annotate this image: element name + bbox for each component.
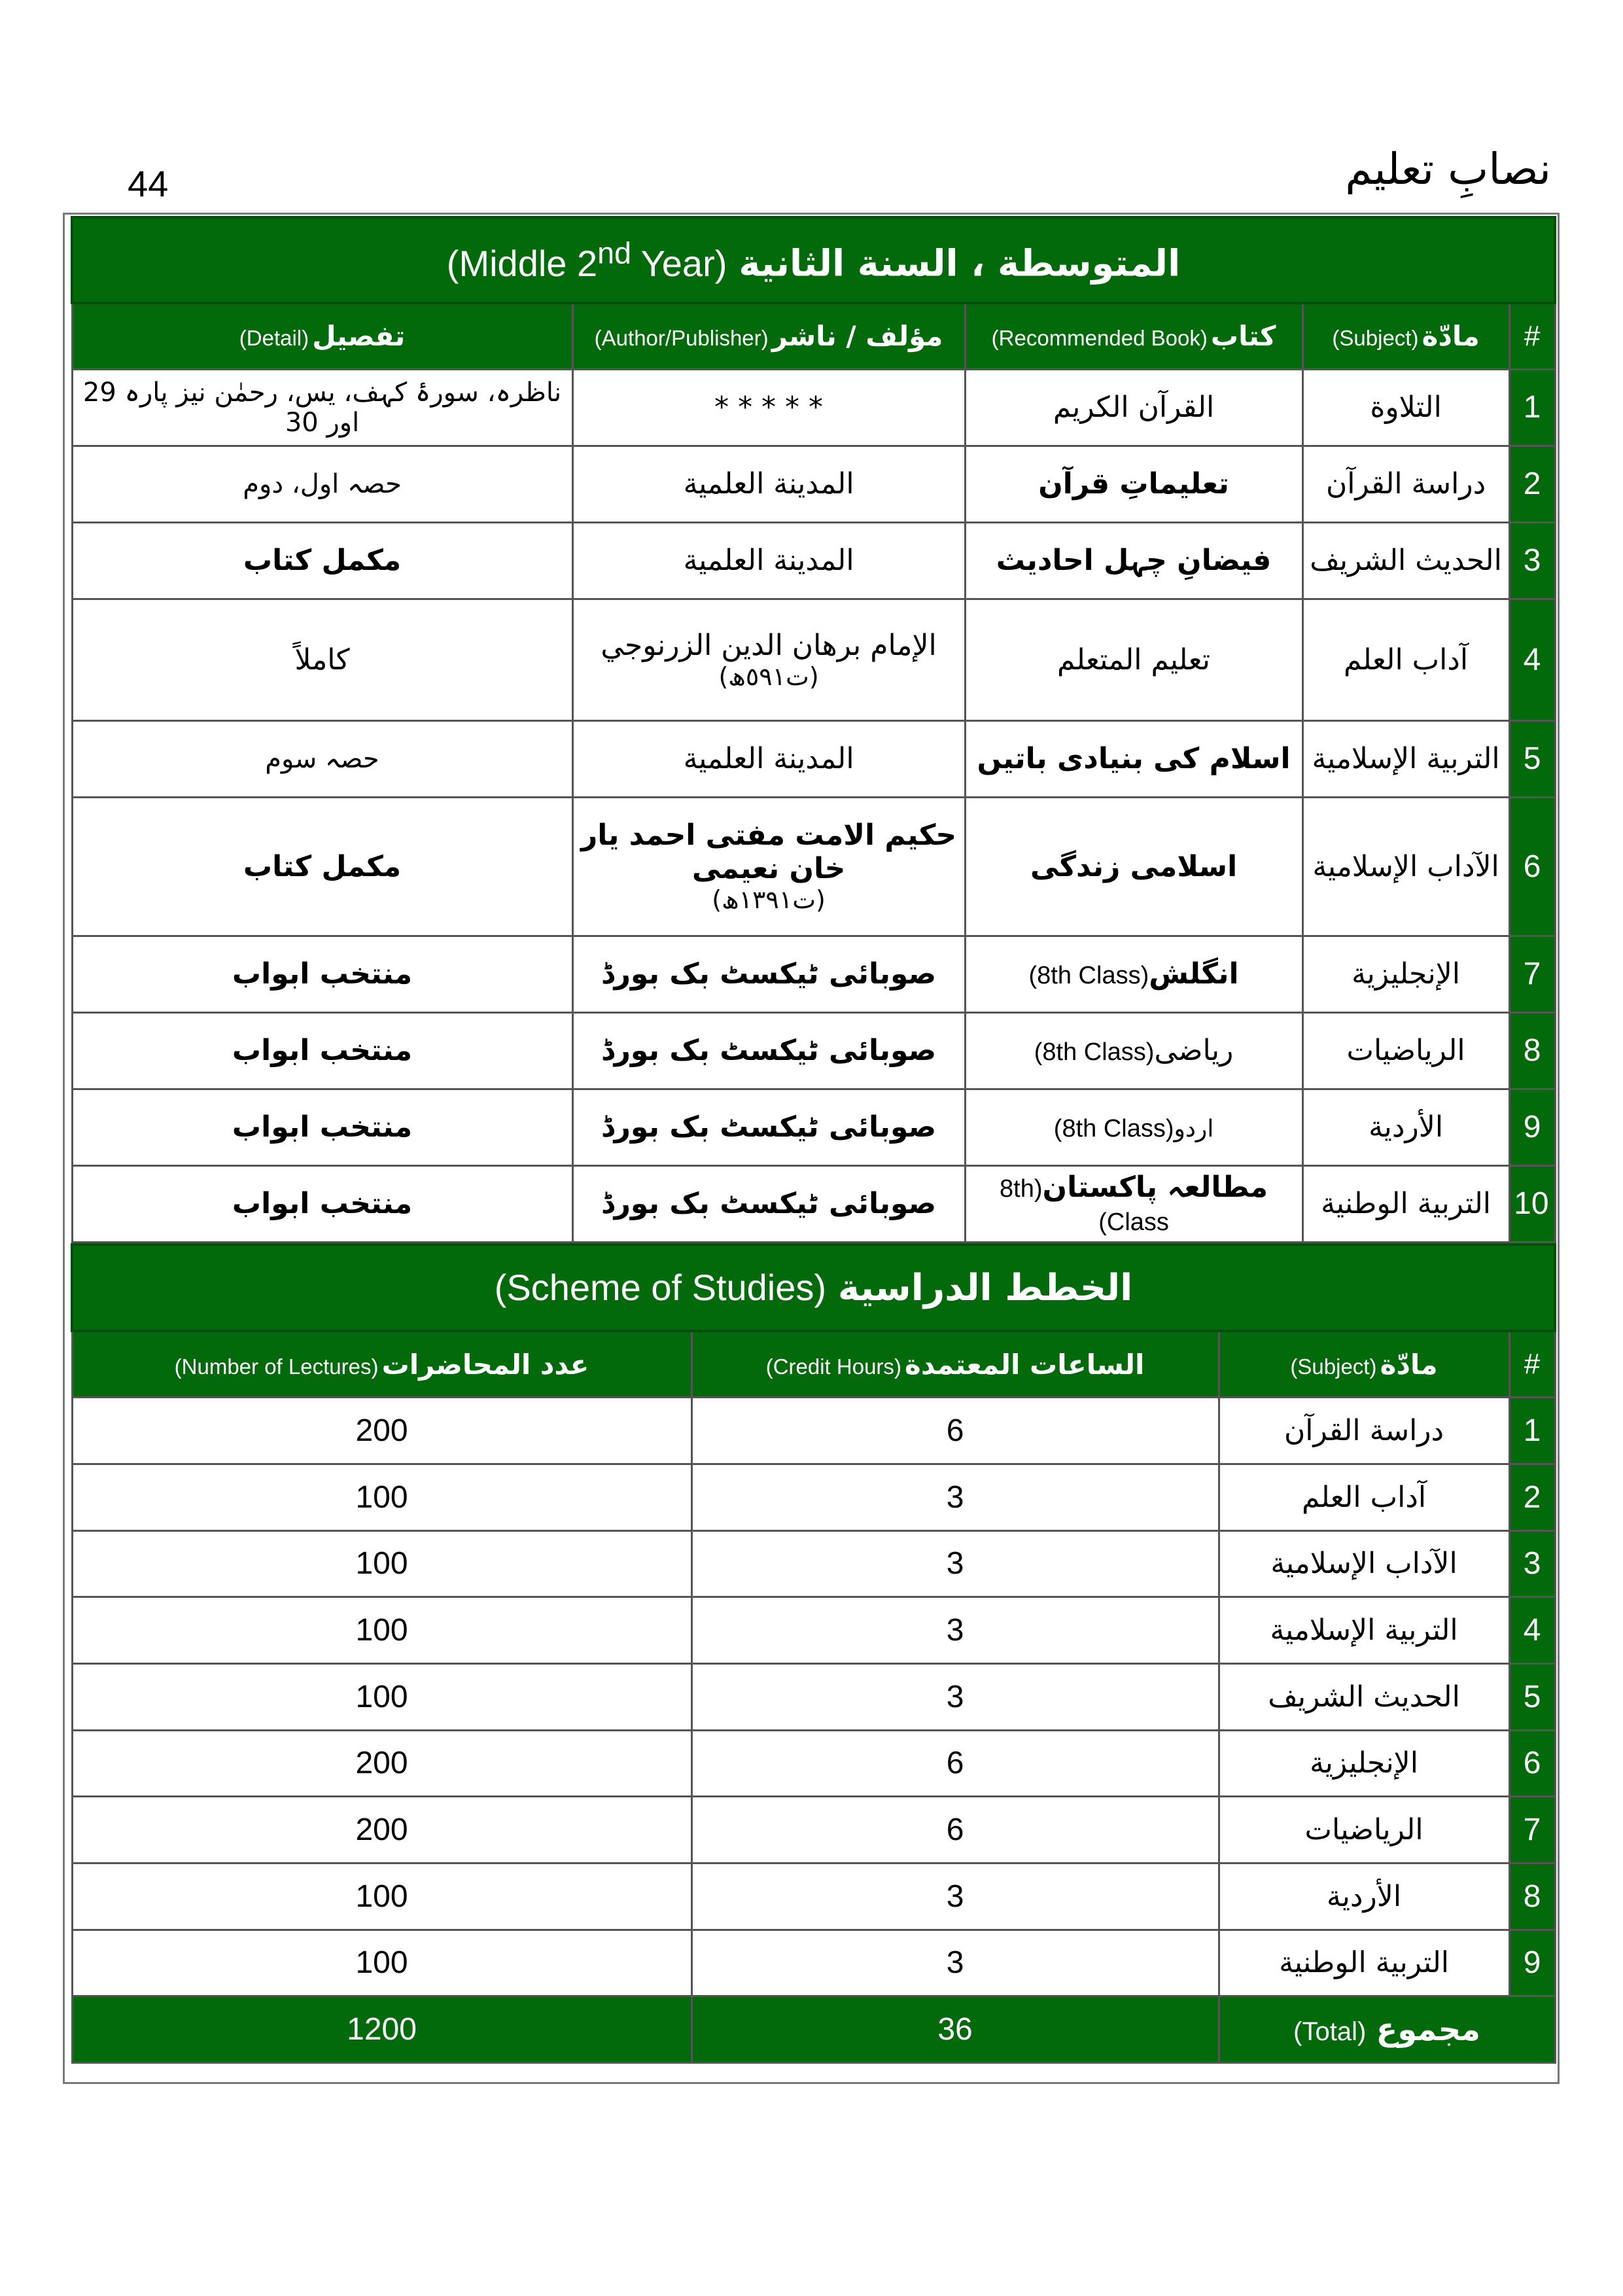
table-row (72, 1089, 1555, 1165)
book-cell: تعلیماتِ قرآن (965, 446, 1302, 522)
book-cell (965, 936, 1302, 1012)
book-name: انگلش (1149, 957, 1239, 991)
lectures-cell: 200 (72, 1797, 691, 1863)
page-number: 44 (128, 163, 169, 204)
author-cell: المدينة العلمية (572, 720, 965, 797)
scheme-header-credit: الساعات المعتمدة (Credit Hours) (691, 1331, 1219, 1398)
credit-cell: 6 (691, 1797, 1219, 1863)
book-class: (8th Class) (1034, 1038, 1155, 1067)
subject-cell: التربية الإسلامية (1219, 1597, 1509, 1664)
detail-cell: مکمل کتاب (72, 522, 572, 599)
row-num: 9 (1509, 1930, 1555, 1996)
credit-cell: 3 (691, 1663, 1219, 1730)
row-num: 10 (1509, 1165, 1555, 1242)
curriculum-table (71, 216, 1556, 1243)
credit-cell: 3 (691, 1863, 1219, 1930)
scheme-title (72, 1245, 1555, 1331)
table-row (72, 1165, 1555, 1242)
table-row (72, 1797, 1555, 1863)
lectures-cell: 100 (72, 1863, 691, 1930)
row-num: 7 (1509, 1797, 1555, 1863)
author-cell: صوبائی ٹیکسٹ بک بورڈ (572, 936, 965, 1012)
author-cell: المدينة العلمية (572, 522, 965, 599)
book-cell (965, 1165, 1302, 1242)
book-name: مطالعہ پاکستان (1042, 1170, 1268, 1204)
table-row (72, 1012, 1555, 1089)
curriculum-title-ar: المتوسطة ، السنة الثانية (739, 242, 1181, 285)
lectures-cell: 200 (72, 1398, 691, 1464)
header-author: مؤلف / ناشر (Author/Publisher) (572, 303, 965, 369)
book-name: ریاضی (1154, 1034, 1234, 1068)
subject-cell: الأردية (1219, 1863, 1509, 1930)
author-cell: صوبائی ٹیکسٹ بک بورڈ (572, 1089, 965, 1165)
lectures-cell: 200 (72, 1730, 691, 1797)
book-name: اردو (1174, 1116, 1214, 1143)
book-cell: اسلامی زندگی (965, 797, 1302, 936)
total-lectures: 1200 (72, 1996, 691, 2063)
table-row (72, 369, 1555, 446)
book-cell: تعليم المتعلم (965, 599, 1302, 720)
scheme-header-num: # (1509, 1331, 1555, 1398)
detail-cell: منتخب ابواب (72, 1089, 572, 1165)
subject-cell: آداب العلم (1302, 599, 1509, 720)
book-cell (965, 1012, 1302, 1089)
subject-cell: التلاوة (1302, 369, 1509, 446)
table-row (72, 522, 1555, 599)
row-num: 1 (1509, 369, 1555, 446)
credit-cell: 3 (691, 1597, 1219, 1664)
book-class: (8th Class) (1000, 1174, 1169, 1236)
subject-cell: التربية الإسلامية (1302, 720, 1509, 797)
credit-cell: 6 (691, 1398, 1219, 1464)
total-row (72, 1996, 1555, 2063)
book-class: (8th Class) (1028, 962, 1149, 990)
table-row (72, 1398, 1555, 1464)
book-cell: القرآن الكريم (965, 369, 1302, 446)
table-row (72, 797, 1555, 936)
detail-cell: منتخب ابواب (72, 1165, 572, 1242)
scheme-header-row (72, 1331, 1555, 1398)
row-num: 6 (1509, 797, 1555, 936)
table-row (72, 1863, 1555, 1930)
credit-cell: 3 (691, 1930, 1219, 1996)
header-detail: تفصیل (Detail) (72, 303, 572, 369)
subject-cell: دراسة القرآن (1302, 446, 1509, 522)
row-num: 3 (1509, 1530, 1555, 1597)
row-num: 8 (1509, 1012, 1555, 1089)
author-cell: المدينة العلمية (572, 446, 965, 522)
lectures-cell: 100 (72, 1464, 691, 1530)
lectures-cell: 100 (72, 1930, 691, 1996)
table-row (72, 1464, 1555, 1530)
detail-cell: ناظرہ، سورۂ کہف، یس، رحمٰن نیز پارہ 29 اور 30 (72, 369, 572, 446)
row-num: 4 (1509, 1597, 1555, 1664)
total-credit: 36 (691, 1996, 1219, 2063)
author-name: حکیم الامت مفتی احمد یار خان نعیمی (580, 819, 957, 886)
row-num: 6 (1509, 1730, 1555, 1797)
subject-cell: التربية الوطنية (1219, 1930, 1509, 1996)
lectures-cell: 100 (72, 1663, 691, 1730)
table-row (72, 936, 1555, 1012)
table-row (72, 720, 1555, 797)
lectures-cell: 100 (72, 1597, 691, 1664)
header-subject: مادّة (Subject) (1302, 303, 1509, 369)
book-class: (8th Class) (1053, 1115, 1174, 1143)
table-row (72, 1663, 1555, 1730)
curriculum-title-row (72, 217, 1555, 303)
detail-cell: حصہ سوم (72, 720, 572, 797)
curriculum-title (72, 217, 1555, 303)
subject-cell: الرياضيات (1219, 1797, 1509, 1863)
header-num: # (1509, 303, 1555, 369)
table-row (72, 1597, 1555, 1664)
row-num: 2 (1509, 1464, 1555, 1530)
row-num: 1 (1509, 1398, 1555, 1464)
author-cell: صوبائی ٹیکسٹ بک بورڈ (572, 1012, 965, 1089)
author-cell: * * * * * (572, 369, 965, 446)
scheme-title-en: (Scheme of Studies) (494, 1267, 827, 1309)
book-cell (965, 1089, 1302, 1165)
row-num: 5 (1509, 1663, 1555, 1730)
detail-cell: منتخب ابواب (72, 936, 572, 1012)
table-row (72, 599, 1555, 720)
subject-cell: التربية الوطنية (1302, 1165, 1509, 1242)
detail-cell: مکمل کتاب (72, 797, 572, 936)
scheme-table (71, 1243, 1556, 2064)
lectures-cell: 100 (72, 1530, 691, 1597)
curriculum-header-row (72, 303, 1555, 369)
author-cell (572, 599, 965, 720)
book-cell: فیضانِ چہل احادیث (965, 522, 1302, 599)
row-num: 9 (1509, 1089, 1555, 1165)
table-row (72, 1730, 1555, 1797)
subject-cell: الآداب الإسلامية (1302, 797, 1509, 936)
detail-cell: حصہ اول، دوم (72, 446, 572, 522)
author-name: الإمام برهان الدين الزرنوجي (601, 628, 937, 662)
scheme-title-row (72, 1245, 1555, 1331)
table-row (72, 1930, 1555, 1996)
author-cell: صوبائی ٹیکسٹ بک بورڈ (572, 1165, 965, 1242)
subject-cell: الحديث الشريف (1302, 522, 1509, 599)
row-num: 8 (1509, 1863, 1555, 1930)
author-cell (572, 797, 965, 936)
detail-cell: کاملاً (72, 599, 572, 720)
table-row (72, 446, 1555, 522)
table-row (72, 1530, 1555, 1597)
header-title: نصابِ تعلیم (1345, 144, 1551, 194)
scheme-title-ar: الخطط الدراسية (837, 1267, 1133, 1310)
book-cell: اسلام کی بنیادی باتیں (965, 720, 1302, 797)
subject-cell: الإنجليزية (1219, 1730, 1509, 1797)
detail-cell: منتخب ابواب (72, 1012, 572, 1089)
row-num: 4 (1509, 599, 1555, 720)
author-date: (ت١٣٩١ھ) (712, 885, 826, 915)
row-num: 3 (1509, 522, 1555, 599)
row-num: 5 (1509, 720, 1555, 797)
credit-cell: 3 (691, 1530, 1219, 1597)
total-label: مجموع (Total) (1219, 1996, 1555, 2063)
subject-cell: الرياضيات (1302, 1012, 1509, 1089)
header-book: کتاب (Recommended Book) (965, 303, 1302, 369)
scheme-header-subject: مادّة (Subject) (1219, 1331, 1509, 1398)
scheme-header-lectures: عدد المحاضرات (Number of Lectures) (72, 1331, 691, 1398)
subject-cell: الإنجليزية (1302, 936, 1509, 1012)
row-num: 2 (1509, 446, 1555, 522)
subject-cell: الحديث الشريف (1219, 1663, 1509, 1730)
credit-cell: 3 (691, 1464, 1219, 1530)
subject-cell: الأردية (1302, 1089, 1509, 1165)
credit-cell: 6 (691, 1730, 1219, 1797)
author-date: (ت٥٩١ھ) (718, 662, 819, 691)
subject-cell: الآداب الإسلامية (1219, 1530, 1509, 1597)
curriculum-title-en: (Middle 2nd Year) (446, 236, 727, 284)
subject-cell: دراسة القرآن (1219, 1398, 1509, 1464)
subject-cell: آداب العلم (1219, 1464, 1509, 1530)
row-num: 7 (1509, 936, 1555, 1012)
